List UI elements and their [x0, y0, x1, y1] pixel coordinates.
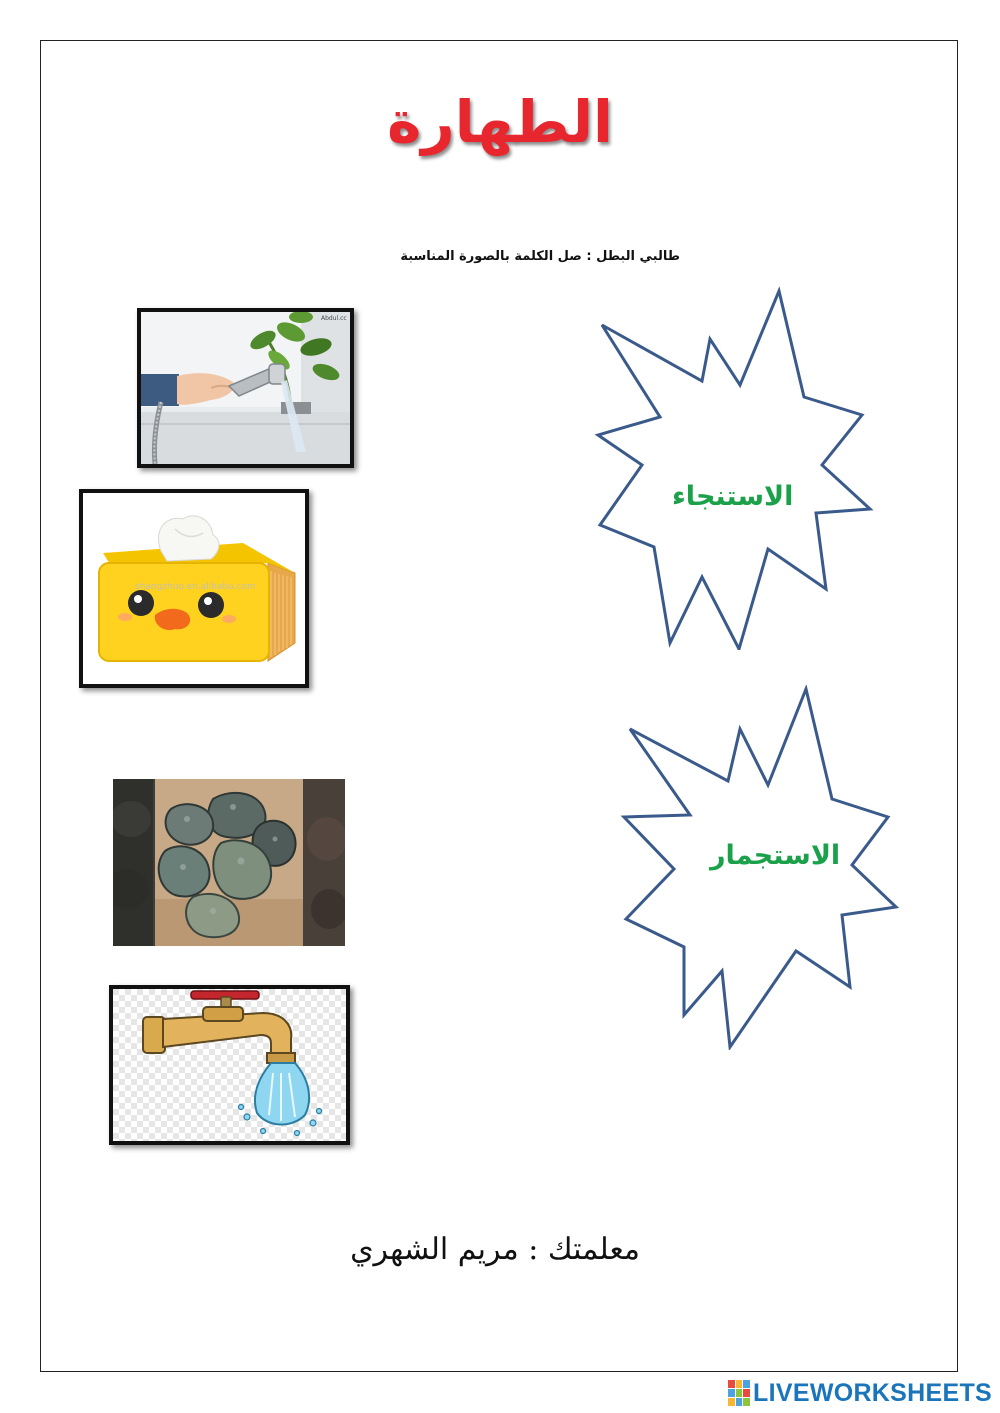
- liveworksheets-brand[interactable]: [728, 1378, 992, 1408]
- stones-photo: [113, 779, 345, 946]
- picture-water-tap[interactable]: [109, 985, 350, 1145]
- worksheet-instruction: طالبي البطل : صل الكلمة بالصورة المناسبة: [400, 249, 680, 264]
- tissue-box-photo: [83, 493, 305, 684]
- picture-tissue-box[interactable]: [79, 489, 309, 688]
- word-star-istinja: [590, 285, 875, 650]
- picture-stones[interactable]: [113, 779, 345, 946]
- shattaf-watermark: Abdul.cc: [321, 315, 347, 322]
- liveworksheets-logo-icon: [728, 1380, 750, 1406]
- word-istijmar[interactable]: الاستجمار: [710, 840, 841, 871]
- worksheet-title: الطهارة: [387, 88, 613, 156]
- picture-shattaf[interactable]: [137, 308, 354, 468]
- word-istinja[interactable]: الاستنجاء: [672, 481, 794, 512]
- teacher-name: معلمتك : مريم الشهري: [350, 1232, 640, 1267]
- tissue-watermark: shangzhuo.en.alibaba.com: [135, 582, 256, 592]
- water-tap-illustration: [113, 989, 346, 1141]
- shattaf-photo: [141, 312, 350, 464]
- liveworksheets-wordmark: LIVEWORKSHEETS: [753, 1378, 992, 1407]
